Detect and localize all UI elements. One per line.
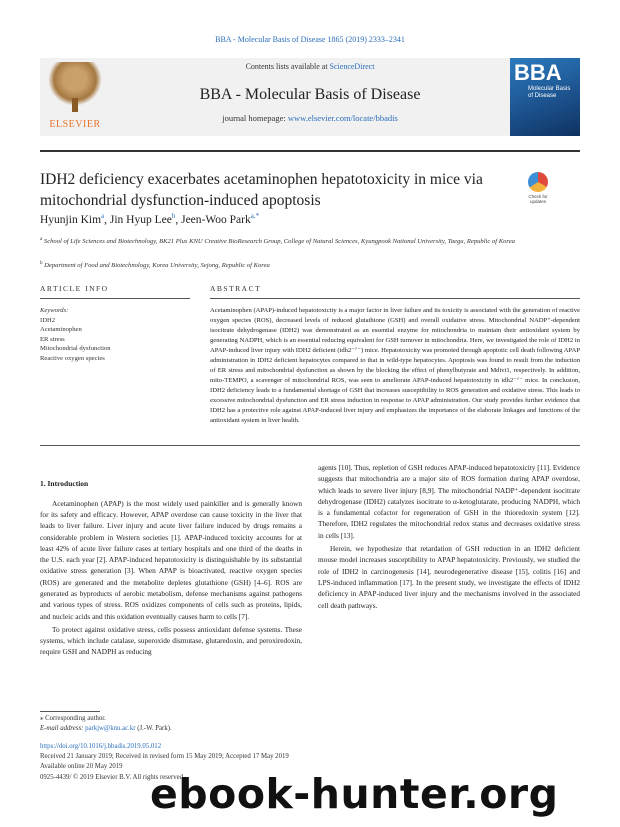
cover-title: BBA: [514, 60, 562, 85]
keywords-block: [40, 306, 190, 363]
footnote-rule: [40, 711, 100, 712]
keyword: ER stress: [40, 335, 65, 343]
abstract-text: Acetaminophen (APAP)-induced hepatotoxicity is a major factor in liver failure and its toxicity is associated with the generation of reactive oxygen species (ROS), decreased levels of reduced glutathione (GSH) and overall oxidative stress. Mitochondrial NADP⁺-dependent isocitrate dehydrogenase (IDH2) was demonstrated as an essential enzyme for mitochondria to maintain their antioxidant system by generating NADPH, which is an essential reducing equivalent for GSH turnover in mitochondria. Here, we investigated the role of IDH2 in APAP-induced liver injury with IDH2 deficient (idh2⁻ᐟ⁻) mice. Hepatotoxicity was promoted through apoptotic cell death following APAP administration in IDH2 deficient hepatocytes compared to that in wild-type hepatocytes. Apoptosis was found to result from the induction of ER stress and mitochondrial dysfunction as shown by the blocking the effect of phenylbutyrate and Mdivi1, respectively. In addition, mito-TEMPO, a scavenger of mitochondrial ROS, was seen to ameliorate APAP-induced hepatotoxicity in idh2⁻ᐟ⁻ mice. In conclusion, IDH2 deficiency leads to a fundamental shortage of GSH that increases susceptibility to ROS generation and oxidative stress. This leads to excessive mitochondrial dysfunction and ER stress induction in response to APAP administration. Our study provides further evidence that IDH2 has a protective role against APAP-induced liver injury and emphasizes the importance of the elaborate linkages and functions of the antioxidant system in liver health.: [210, 307, 580, 425]
publisher-name: ELSEVIER: [49, 119, 101, 130]
check-updates-label: Check for updates: [528, 194, 548, 205]
affiliation-mark: a: [40, 237, 43, 242]
journal-masthead: [40, 58, 580, 136]
watermark-text: ebook-hunter.org: [150, 770, 559, 818]
keyword: Reactive oxygen species: [40, 354, 105, 362]
corresponding-author-note: ⁎ Corresponding author.: [40, 715, 106, 722]
author-name[interactable]: Jin Hyup Lee: [109, 213, 172, 226]
copyright: 0925-4439/ © 2019 Elsevier B.V. All rights reserved.: [40, 773, 185, 781]
keyword: IDH2: [40, 316, 56, 324]
body-paragraph: To protect against oxidative stress, cells possess antioxidant defense systems. These systems, which include catalase, superoxide dismutase, glutaredoxin, and peroxiredoxin, require GSH and NADPH as reducing: [40, 624, 302, 657]
elsevier-logo: [40, 58, 110, 136]
affiliation-text: Department of Food and Biotechnology, Korea University, Sejong, Republic of Korea: [44, 262, 270, 270]
abstract-end-rule: [40, 445, 580, 446]
abstract-rule: [210, 298, 580, 299]
contents-line: [110, 62, 510, 71]
body-paragraph: Herein, we hypothesize that retardation of GSH reduction in an IDH2 deficient mouse model increases susceptibility to APAP hepatotoxicity. Previously, we studied the role of IDH2 in carcinogenesis [14], neurodegenerative disease [15], colitis [16] and LPS-induced inflammation [17]. In the present study, we investigate the effects of IDH2 deficiency in APAP-induced liver injury and the mechanisms involved in the associated cell death pathways.: [318, 544, 580, 610]
author-affiliation-mark[interactable]: a,*: [250, 212, 260, 220]
sciencedirect-link[interactable]: ScienceDirect: [329, 62, 375, 71]
available-online: Available online 20 May 2019: [40, 763, 123, 771]
email-line: [40, 724, 340, 734]
keyword: Acetaminophen: [40, 326, 82, 334]
received-dates: Received 21 January 2019; Received in revised form 15 May 2019; Accepted 17 May 2019: [40, 753, 289, 761]
journal-homepage: [110, 113, 510, 123]
abstract-heading: ABSTRACT: [210, 284, 262, 293]
author-name[interactable]: Hyunjin Kim: [40, 213, 102, 226]
check-updates-icon: [528, 172, 548, 192]
section-heading: 1. Introduction: [40, 479, 89, 488]
email-suffix: (J.-W. Park).: [135, 725, 172, 733]
author-list: Hyunjin Kim$^a$, Jin Hyup Lee$^b$, Jeen-Woo Park$^{a,*}$: [40, 212, 260, 226]
author-affiliation-mark[interactable]: b: [171, 212, 176, 220]
email-label: E-mail address:: [40, 725, 86, 733]
keywords-label: Keywords:: [40, 307, 69, 314]
cover-subtitle: Molecular Basis of Disease: [528, 86, 571, 100]
body-paragraph: Acetaminophen (APAP) is the most widely used painkiller and is generally known for its safety and efficacy. However, APAP overdose can cause toxicity in the liver that leads to liver failure. Liver injury and acute liver failure induced by drugs remains a considerable problem in Western societies [1]. APAP-induced toxicity accounts for at least 42% of acute liver failure cases at tertiary hospitals and one third of the deaths in the U.S. each year [2]. APAP-induced hepatotoxicity is distinguishable by its substantial oxidative stress generation [3]. When APAP is bioactivated, reactive oxygen species (ROS) are generated and the metabolite depletes glutathione (GSH) [4–6]. ROS are generated as byproducts of aerobic metabolism, defense mechanisms against pathogens and various types of stress. ROS oxidizes components of cells such as proteins, lipids, and nucleic acids and this oxidation eventually causes harm to cells [7].: [40, 498, 302, 621]
affiliation-text: School of Life Sciences and Biotechnology, BK21 Plus KNU Creative BioResearch Group, College of Natural Sciences, Kyungpook National University, Taegu, Republic of Korea: [43, 238, 515, 246]
journal-cover-image[interactable]: [510, 58, 580, 136]
contents-prefix: Contents lists available at: [245, 62, 330, 71]
article-info-heading: ARTICLE INFO: [40, 284, 109, 293]
homepage-link[interactable]: www.elsevier.com/locate/bbadis: [287, 113, 398, 123]
tree-trunk: [72, 98, 78, 112]
journal-name: BBA - Molecular Basis of Disease: [199, 86, 421, 103]
affiliation-mark: b: [40, 261, 43, 266]
author-affiliation-mark[interactable]: a: [101, 212, 105, 220]
homepage-prefix: journal homepage:: [222, 113, 288, 123]
email-link[interactable]: parkjw@knu.ac.kr: [85, 725, 136, 733]
check-for-updates-badge[interactable]: [520, 172, 556, 206]
affiliation-b: [40, 260, 580, 271]
doi-link[interactable]: https://doi.org/10.1016/j.bbadis.2019.05.012: [40, 743, 162, 750]
body-column-left: [40, 478, 302, 660]
header-divider: [40, 150, 580, 152]
affiliation-a: [40, 236, 580, 247]
corresponding-footnote: [40, 714, 340, 734]
article-title: IDH2 deficiency exacerbates acetaminophen hepatotoxicity in mice via mitochondrial dysfunction-induced apoptosis: [40, 171, 483, 209]
article-info-rule: [40, 298, 190, 299]
body-paragraph: agents [10]. Thus, repletion of GSH reduces APAP-induced hepatotoxicity [11]. Evidence suggests that mitochondria are a major site of ROS formation during APAP overdose, which leads to severe liver injury [8,9]. The mitochondrial NADP⁺-dependent isocitrate dehydrogenase (IDH2) catalyzes isocitrate to α-ketoglutarate, producing NADPH, which is a fundamental cofactor for regeneration of GSH in the thioredoxin system [12]. Therefore, IDH2 regulates the mitochondrial redox status and decreases oxidative stress in cells [13].: [318, 463, 580, 540]
keyword: Mitochondrial dysfunction: [40, 345, 111, 353]
author-name[interactable]: Jeen-Woo Park: [181, 213, 251, 226]
journal-citation[interactable]: BBA - Molecular Basis of Disease 1865 (2019) 2333–2341: [215, 35, 405, 44]
body-column-right: [318, 462, 580, 613]
